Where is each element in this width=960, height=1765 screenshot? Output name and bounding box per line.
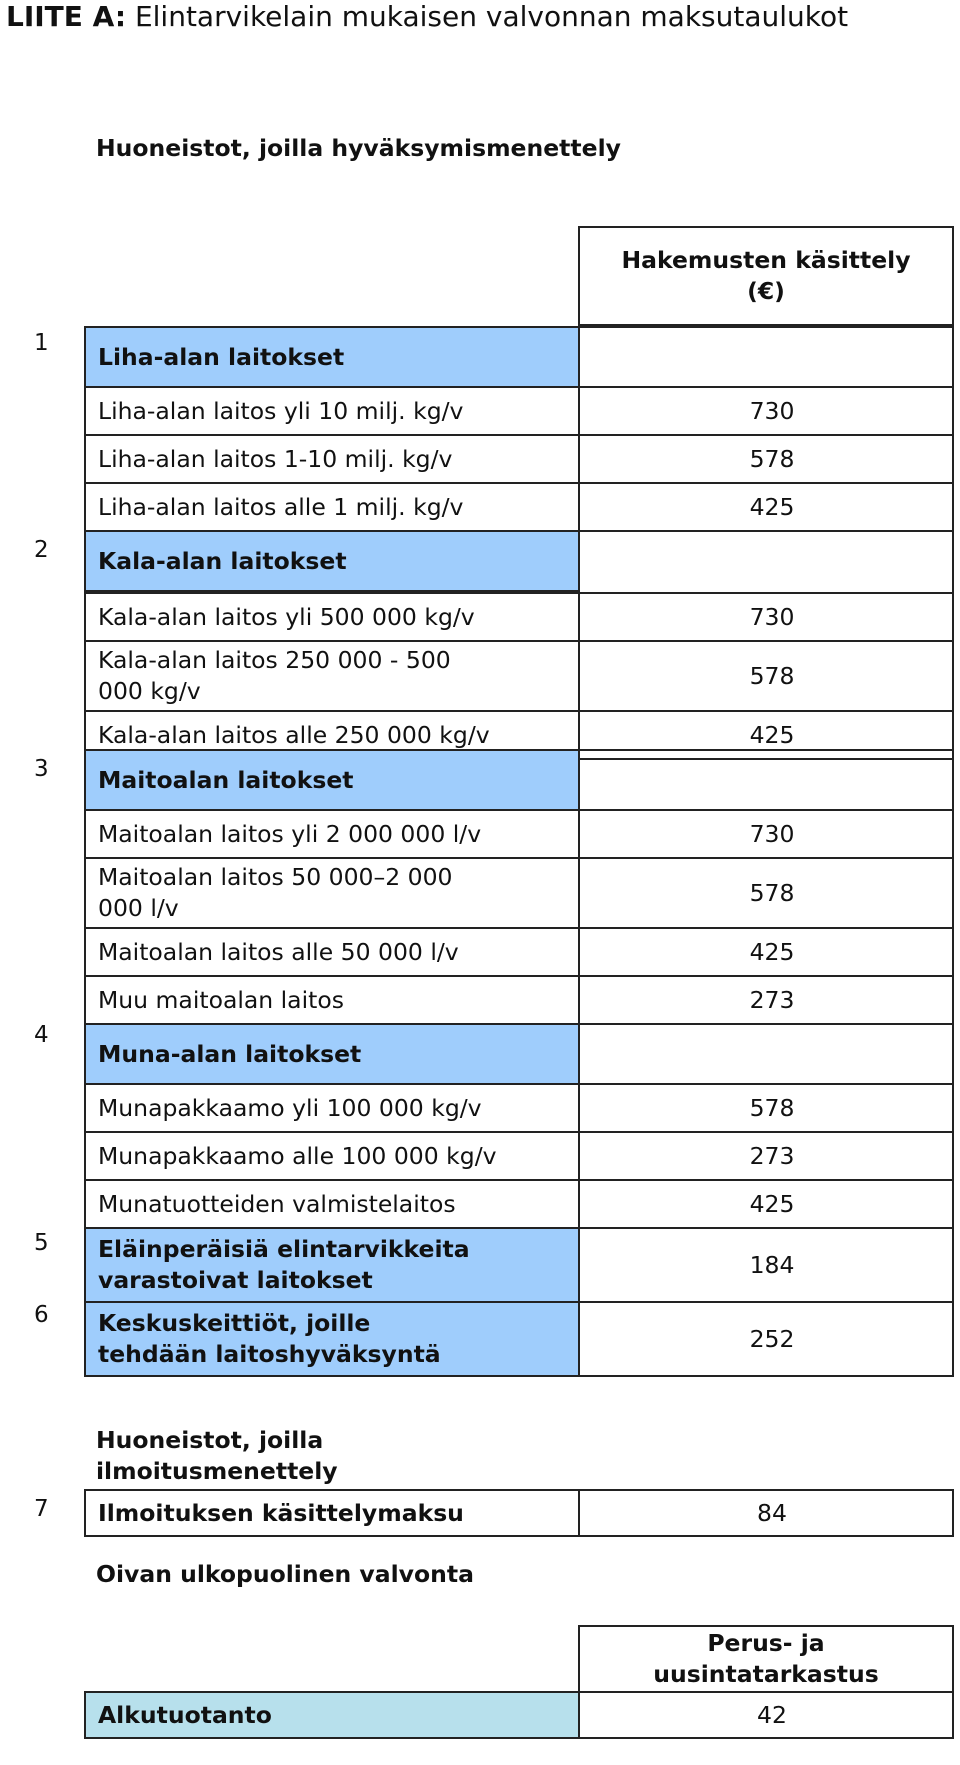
table-row-fee — [578, 1227, 954, 1303]
table-row-label — [84, 1131, 580, 1181]
group-number: 7 — [34, 1496, 49, 1522]
table-row-label — [84, 927, 580, 977]
row-fee: 730 — [749, 396, 795, 425]
table-row-label — [84, 592, 580, 642]
group-header — [84, 1227, 580, 1303]
column-header-inspection: Perus- ja uusintatarkastus — [578, 1625, 954, 1693]
row-label: Kala-alan laitos yli 500 000 kg/v — [98, 602, 475, 631]
row-label: Alkutuotanto — [98, 1700, 272, 1729]
table-row-fee — [578, 1131, 954, 1181]
table-row-fee — [578, 592, 954, 642]
table-row-label — [84, 482, 580, 532]
group-header — [84, 1301, 580, 1377]
group-header — [84, 530, 580, 592]
table-row-label — [84, 975, 580, 1025]
group-name: Liha-alan laitokset — [98, 342, 345, 371]
row-fee: 730 — [749, 819, 795, 848]
column-header-fees: Hakemusten käsittely (€) — [578, 226, 954, 326]
row-label: Munatuotteiden valmistelaitos — [98, 1189, 456, 1218]
row-fee: 578 — [749, 661, 795, 690]
row-label: Muu maitoalan laitos — [98, 985, 344, 1014]
row-label: Maitoalan laitos 50 000–2 000 000 l/v — [98, 863, 453, 922]
table-row-label — [84, 1179, 580, 1229]
table-row-label — [84, 1489, 580, 1537]
row-fee: 273 — [749, 985, 795, 1014]
table-row-label — [84, 809, 580, 859]
row-fee: 425 — [749, 492, 795, 521]
group-number: 1 — [34, 330, 49, 356]
group-fee-cell — [578, 749, 954, 811]
group-name: Muna-alan laitokset — [98, 1039, 362, 1068]
table-row-fee — [578, 1179, 954, 1229]
table-row-fee — [578, 482, 954, 532]
table-row-fee — [578, 975, 954, 1025]
page-title — [6, 0, 848, 34]
title-prefix: LIITE A: — [6, 0, 127, 33]
table-row-fee — [578, 927, 954, 977]
table-row-label — [84, 1083, 580, 1133]
table-row-fee — [578, 857, 954, 929]
group-number: 6 — [34, 1302, 49, 1328]
group-header — [84, 1023, 580, 1085]
group-name: Kala-alan laitokset — [98, 546, 347, 575]
group-number: 4 — [34, 1022, 49, 1048]
table-row-fee — [578, 434, 954, 484]
row-fee: 184 — [749, 1250, 795, 1279]
row-fee: 578 — [749, 878, 795, 907]
section-heading-notification: Huoneistot, joilla ilmoitusmenettely — [96, 1426, 338, 1485]
section-heading-oiva: Oivan ulkopuolinen valvonta — [96, 1560, 474, 1588]
group-name: Keskuskeittiöt, joille tehdään laitoshyväksyntä — [98, 1309, 441, 1368]
row-fee: 42 — [757, 1700, 787, 1729]
table-row-fee — [578, 1083, 954, 1133]
row-fee: 252 — [749, 1324, 795, 1353]
row-label: Liha-alan laitos alle 1 milj. kg/v — [98, 492, 464, 521]
table-row-fee — [578, 1489, 954, 1537]
row-label: Munapakkaamo yli 100 000 kg/v — [98, 1093, 482, 1122]
table-row-fee — [578, 640, 954, 712]
group-name: Eläinperäisiä elintarvikkeita varastoivat laitokset — [98, 1235, 470, 1294]
table-row-label — [84, 857, 580, 929]
group-fee-cell — [578, 326, 954, 388]
row-fee: 578 — [749, 444, 795, 473]
row-fee: 425 — [749, 720, 795, 749]
group-fee-cell — [578, 1023, 954, 1085]
row-label: Liha-alan laitos 1-10 milj. kg/v — [98, 444, 453, 473]
row-fee: 273 — [749, 1141, 795, 1170]
title-text: Elintarvikelain mukaisen valvonnan maksutaulukot — [134, 0, 849, 33]
table-row-label — [84, 386, 580, 436]
row-label: Maitoalan laitos alle 50 000 l/v — [98, 937, 459, 966]
table-row-fee — [578, 809, 954, 859]
table-row-fee — [578, 386, 954, 436]
group-number: 2 — [34, 537, 49, 563]
section-heading-approval: Huoneistot, joilla hyväksymismenettely — [96, 134, 621, 162]
row-fee: 84 — [757, 1498, 787, 1527]
group-fee-cell — [578, 530, 954, 592]
row-label: Liha-alan laitos yli 10 milj. kg/v — [98, 396, 464, 425]
group-header — [84, 749, 580, 811]
row-label: Ilmoituksen käsittelymaksu — [98, 1498, 464, 1527]
table-row-fee — [578, 1301, 954, 1377]
row-label: Kala-alan laitos 250 000 - 500 000 kg/v — [98, 646, 451, 705]
row-fee: 578 — [749, 1093, 795, 1122]
row-label: Kala-alan laitos alle 250 000 kg/v — [98, 720, 490, 749]
table-row-fee — [578, 1691, 954, 1739]
table-row-label — [84, 640, 580, 712]
row-fee: 425 — [749, 937, 795, 966]
group-number: 5 — [34, 1230, 49, 1256]
row-fee: 425 — [749, 1189, 795, 1218]
row-fee: 730 — [749, 602, 795, 631]
row-label: Maitoalan laitos yli 2 000 000 l/v — [98, 819, 482, 848]
table-row-label — [84, 434, 580, 484]
group-name: Maitoalan laitokset — [98, 765, 354, 794]
group-number: 3 — [34, 756, 49, 782]
row-label: Munapakkaamo alle 100 000 kg/v — [98, 1141, 497, 1170]
table-row-label — [84, 1691, 580, 1739]
group-header — [84, 326, 580, 388]
